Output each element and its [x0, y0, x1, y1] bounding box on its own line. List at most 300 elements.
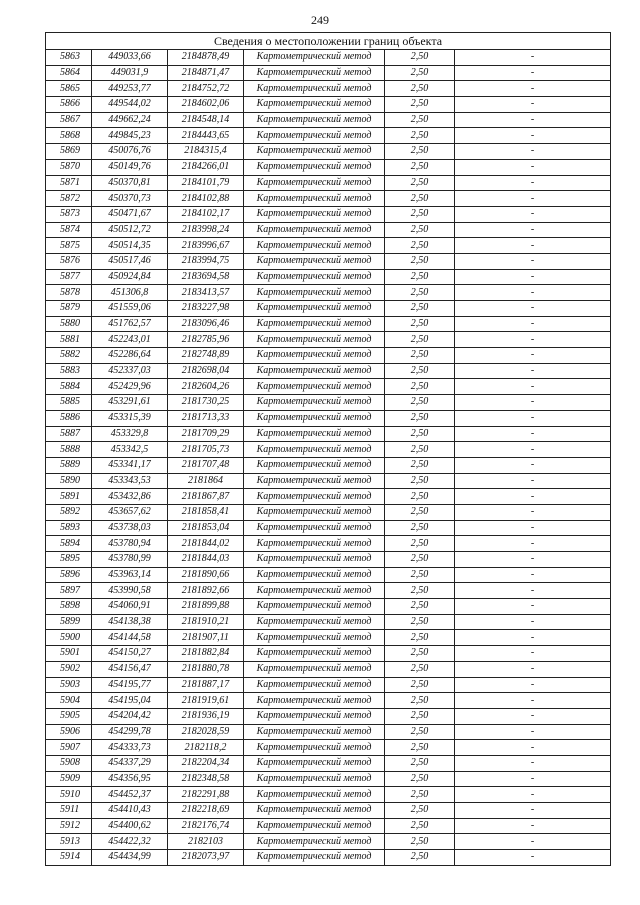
table-row [46, 253, 611, 269]
table-row [46, 442, 611, 458]
precision-cell: 2,50 [385, 395, 455, 411]
table-row [46, 661, 611, 677]
page-number: 249 [311, 13, 329, 27]
description-cell: - [455, 552, 611, 568]
description-cell: - [455, 222, 611, 238]
method-cell: Картометрический метод [244, 206, 385, 222]
description-cell: - [455, 771, 611, 787]
coord-y-cell: 2182103 [168, 834, 244, 850]
coord-x-cell: 450512,72 [92, 222, 168, 238]
coord-x-cell: 453780,99 [92, 552, 168, 568]
point-number-cell: 5900 [46, 630, 92, 646]
description-cell: - [455, 191, 611, 207]
description-cell: - [455, 740, 611, 756]
coord-x-cell: 453315,39 [92, 410, 168, 426]
method-cell: Картометрический метод [244, 395, 385, 411]
point-number-cell: 5903 [46, 677, 92, 693]
method-cell: Картометрический метод [244, 567, 385, 583]
coord-x-cell: 454204,42 [92, 708, 168, 724]
description-cell: - [455, 520, 611, 536]
coord-x-cell: 451762,57 [92, 316, 168, 332]
table-row [46, 206, 611, 222]
coord-y-cell: 2181910,21 [168, 614, 244, 630]
description-cell: - [455, 269, 611, 285]
table-row [46, 175, 611, 191]
precision-cell: 2,50 [385, 426, 455, 442]
precision-cell: 2,50 [385, 567, 455, 583]
precision-cell: 2,50 [385, 457, 455, 473]
coord-y-cell: 2181705,73 [168, 442, 244, 458]
precision-cell: 2,50 [385, 316, 455, 332]
precision-cell: 2,50 [385, 740, 455, 756]
coord-x-cell: 454156,47 [92, 661, 168, 677]
table-row [46, 834, 611, 850]
coord-x-cell: 452337,03 [92, 363, 168, 379]
coord-x-cell: 454422,32 [92, 834, 168, 850]
coord-x-cell: 450924,84 [92, 269, 168, 285]
method-cell: Картометрический метод [244, 693, 385, 709]
point-number-cell: 5892 [46, 504, 92, 520]
coord-y-cell: 2181890,66 [168, 567, 244, 583]
precision-cell: 2,50 [385, 285, 455, 301]
table-row [46, 348, 611, 364]
coord-x-cell: 452286,64 [92, 348, 168, 364]
point-number-cell: 5877 [46, 269, 92, 285]
coord-y-cell: 2183998,24 [168, 222, 244, 238]
coord-y-cell: 2181899,88 [168, 599, 244, 615]
coord-x-cell: 453342,5 [92, 442, 168, 458]
method-cell: Картометрический метод [244, 457, 385, 473]
coord-y-cell: 2182748,89 [168, 348, 244, 364]
point-number-cell: 5874 [46, 222, 92, 238]
coord-x-cell: 450149,76 [92, 159, 168, 175]
precision-cell: 2,50 [385, 301, 455, 317]
method-cell: Картометрический метод [244, 379, 385, 395]
coord-y-cell: 2184315,4 [168, 144, 244, 160]
coord-x-cell: 454434,99 [92, 850, 168, 866]
method-cell: Картометрический метод [244, 253, 385, 269]
point-number-cell: 5904 [46, 693, 92, 709]
method-cell: Картометрический метод [244, 159, 385, 175]
coord-y-cell: 2181844,03 [168, 552, 244, 568]
description-cell: - [455, 630, 611, 646]
table-row [46, 395, 611, 411]
description-cell: - [455, 708, 611, 724]
table-row [46, 238, 611, 254]
point-number-cell: 5914 [46, 850, 92, 866]
point-number-cell: 5875 [46, 238, 92, 254]
table-row [46, 850, 611, 866]
precision-cell: 2,50 [385, 803, 455, 819]
coord-x-cell: 454150,27 [92, 646, 168, 662]
precision-cell: 2,50 [385, 144, 455, 160]
precision-cell: 2,50 [385, 379, 455, 395]
table-row [46, 708, 611, 724]
table-row [46, 144, 611, 160]
point-number-cell: 5881 [46, 332, 92, 348]
point-number-cell: 5873 [46, 206, 92, 222]
table-row [46, 191, 611, 207]
method-cell: Картометрический метод [244, 677, 385, 693]
method-cell: Картометрический метод [244, 834, 385, 850]
table-row [46, 473, 611, 489]
coord-x-cell: 454299,78 [92, 724, 168, 740]
coord-y-cell: 2181907,11 [168, 630, 244, 646]
precision-cell: 2,50 [385, 473, 455, 489]
coord-y-cell: 2181707,48 [168, 457, 244, 473]
description-cell: - [455, 65, 611, 81]
table-row [46, 740, 611, 756]
table-row [46, 112, 611, 128]
coord-x-cell: 452429,96 [92, 379, 168, 395]
point-number-cell: 5890 [46, 473, 92, 489]
point-number-cell: 5880 [46, 316, 92, 332]
table-row [46, 677, 611, 693]
method-cell: Картометрический метод [244, 97, 385, 113]
method-cell: Картометрический метод [244, 724, 385, 740]
description-cell: - [455, 489, 611, 505]
point-number-cell: 5870 [46, 159, 92, 175]
table-row [46, 520, 611, 536]
method-cell: Картометрический метод [244, 552, 385, 568]
precision-cell: 2,50 [385, 50, 455, 66]
description-cell: - [455, 599, 611, 615]
precision-cell: 2,50 [385, 504, 455, 520]
method-cell: Картометрический метод [244, 583, 385, 599]
description-cell: - [455, 253, 611, 269]
method-cell: Картометрический метод [244, 65, 385, 81]
point-number-cell: 5913 [46, 834, 92, 850]
method-cell: Картометрический метод [244, 426, 385, 442]
coord-x-cell: 449544,02 [92, 97, 168, 113]
point-number-cell: 5896 [46, 567, 92, 583]
precision-cell: 2,50 [385, 818, 455, 834]
precision-cell: 2,50 [385, 238, 455, 254]
method-cell: Картометрический метод [244, 630, 385, 646]
method-cell: Картометрический метод [244, 504, 385, 520]
table-row [46, 97, 611, 113]
precision-cell: 2,50 [385, 661, 455, 677]
coord-x-cell: 454138,38 [92, 614, 168, 630]
method-cell: Картометрический метод [244, 708, 385, 724]
method-cell: Картометрический метод [244, 112, 385, 128]
coord-x-cell: 454356,95 [92, 771, 168, 787]
point-number-cell: 5866 [46, 97, 92, 113]
precision-cell: 2,50 [385, 787, 455, 803]
precision-cell: 2,50 [385, 850, 455, 866]
precision-cell: 2,50 [385, 442, 455, 458]
table-row [46, 818, 611, 834]
point-number-cell: 5891 [46, 489, 92, 505]
point-number-cell: 5867 [46, 112, 92, 128]
coord-y-cell: 2182073,97 [168, 850, 244, 866]
point-number-cell: 5898 [46, 599, 92, 615]
coord-x-cell: 452243,01 [92, 332, 168, 348]
precision-cell: 2,50 [385, 65, 455, 81]
description-cell: - [455, 81, 611, 97]
description-cell: - [455, 238, 611, 254]
method-cell: Картометрический метод [244, 489, 385, 505]
precision-cell: 2,50 [385, 363, 455, 379]
method-cell: Картометрический метод [244, 850, 385, 866]
description-cell: - [455, 850, 611, 866]
coord-y-cell: 2182176,74 [168, 818, 244, 834]
precision-cell: 2,50 [385, 332, 455, 348]
method-cell: Картометрический метод [244, 536, 385, 552]
table-row [46, 285, 611, 301]
table-row [46, 222, 611, 238]
precision-cell: 2,50 [385, 128, 455, 144]
coord-x-cell: 453341,17 [92, 457, 168, 473]
coord-y-cell: 2181867,87 [168, 489, 244, 505]
coord-y-cell: 2184602,06 [168, 97, 244, 113]
coord-y-cell: 2182604,26 [168, 379, 244, 395]
method-cell: Картометрический метод [244, 348, 385, 364]
precision-cell: 2,50 [385, 583, 455, 599]
table-row [46, 128, 611, 144]
coord-x-cell: 450514,35 [92, 238, 168, 254]
method-cell: Картометрический метод [244, 661, 385, 677]
point-number-cell: 5887 [46, 426, 92, 442]
coord-y-cell: 2184266,01 [168, 159, 244, 175]
point-number-cell: 5876 [46, 253, 92, 269]
table-row [46, 363, 611, 379]
method-cell: Картометрический метод [244, 646, 385, 662]
coord-y-cell: 2181882,84 [168, 646, 244, 662]
coord-x-cell: 449845,23 [92, 128, 168, 144]
table-row [46, 410, 611, 426]
precision-cell: 2,50 [385, 191, 455, 207]
description-cell: - [455, 395, 611, 411]
table-row [46, 457, 611, 473]
description-cell: - [455, 128, 611, 144]
description-cell: - [455, 410, 611, 426]
description-cell: - [455, 536, 611, 552]
table-row [46, 630, 611, 646]
point-number-cell: 5905 [46, 708, 92, 724]
description-cell: - [455, 567, 611, 583]
method-cell: Картометрический метод [244, 818, 385, 834]
table-row [46, 536, 611, 552]
coord-x-cell: 453291,61 [92, 395, 168, 411]
description-cell: - [455, 803, 611, 819]
coord-x-cell: 454195,77 [92, 677, 168, 693]
description-cell: - [455, 442, 611, 458]
point-number-cell: 5886 [46, 410, 92, 426]
precision-cell: 2,50 [385, 771, 455, 787]
table-row [46, 803, 611, 819]
point-number-cell: 5901 [46, 646, 92, 662]
table-row [46, 81, 611, 97]
precision-cell: 2,50 [385, 520, 455, 536]
coord-x-cell: 454410,43 [92, 803, 168, 819]
precision-cell: 2,50 [385, 536, 455, 552]
precision-cell: 2,50 [385, 834, 455, 850]
point-number-cell: 5888 [46, 442, 92, 458]
point-number-cell: 5899 [46, 614, 92, 630]
precision-cell: 2,50 [385, 159, 455, 175]
coord-x-cell: 450370,81 [92, 175, 168, 191]
table-row [46, 301, 611, 317]
coord-x-cell: 449033,66 [92, 50, 168, 66]
coord-x-cell: 453329,8 [92, 426, 168, 442]
table-row [46, 583, 611, 599]
method-cell: Картометрический метод [244, 222, 385, 238]
description-cell: - [455, 97, 611, 113]
point-number-cell: 5882 [46, 348, 92, 364]
coord-x-cell: 453343,53 [92, 473, 168, 489]
precision-cell: 2,50 [385, 253, 455, 269]
precision-cell: 2,50 [385, 410, 455, 426]
coord-y-cell: 2183227,98 [168, 301, 244, 317]
coord-y-cell: 2184548,14 [168, 112, 244, 128]
coord-x-cell: 453963,14 [92, 567, 168, 583]
description-cell: - [455, 332, 611, 348]
point-number-cell: 5868 [46, 128, 92, 144]
table-row [46, 567, 611, 583]
point-number-cell: 5910 [46, 787, 92, 803]
description-cell: - [455, 677, 611, 693]
coord-x-cell: 449031,9 [92, 65, 168, 81]
coord-y-cell: 2181919,61 [168, 693, 244, 709]
coord-y-cell: 2182348,58 [168, 771, 244, 787]
coord-x-cell: 453432,86 [92, 489, 168, 505]
table-row [46, 504, 611, 520]
method-cell: Картометрический метод [244, 81, 385, 97]
table-row [46, 159, 611, 175]
description-cell: - [455, 818, 611, 834]
coord-y-cell: 2184102,88 [168, 191, 244, 207]
coord-y-cell: 2184101,79 [168, 175, 244, 191]
point-number-cell: 5911 [46, 803, 92, 819]
method-cell: Картометрический метод [244, 332, 385, 348]
coord-x-cell: 450076,76 [92, 144, 168, 160]
point-number-cell: 5909 [46, 771, 92, 787]
method-cell: Картометрический метод [244, 740, 385, 756]
coord-x-cell: 454337,29 [92, 755, 168, 771]
coord-x-cell: 454400,62 [92, 818, 168, 834]
method-cell: Картометрический метод [244, 803, 385, 819]
coord-y-cell: 2183996,67 [168, 238, 244, 254]
point-number-cell: 5912 [46, 818, 92, 834]
method-cell: Картометрический метод [244, 755, 385, 771]
coord-x-cell: 453780,94 [92, 536, 168, 552]
table-row [46, 269, 611, 285]
coord-x-cell: 453990,58 [92, 583, 168, 599]
point-number-cell: 5902 [46, 661, 92, 677]
table-row [46, 693, 611, 709]
coord-y-cell: 2181853,04 [168, 520, 244, 536]
point-number-cell: 5869 [46, 144, 92, 160]
point-number-cell: 5878 [46, 285, 92, 301]
method-cell: Картометрический метод [244, 316, 385, 332]
precision-cell: 2,50 [385, 552, 455, 568]
coord-y-cell: 2181936,19 [168, 708, 244, 724]
precision-cell: 2,50 [385, 724, 455, 740]
table-row [46, 646, 611, 662]
table-row [46, 489, 611, 505]
coord-y-cell: 2183694,58 [168, 269, 244, 285]
coord-x-cell: 453657,62 [92, 504, 168, 520]
coord-x-cell: 454144,58 [92, 630, 168, 646]
coord-x-cell: 449253,77 [92, 81, 168, 97]
coord-y-cell: 2183096,46 [168, 316, 244, 332]
coord-y-cell: 2181864 [168, 473, 244, 489]
point-number-cell: 5893 [46, 520, 92, 536]
point-number-cell: 5865 [46, 81, 92, 97]
coord-y-cell: 2182698,04 [168, 363, 244, 379]
point-number-cell: 5907 [46, 740, 92, 756]
coord-y-cell: 2184878,49 [168, 50, 244, 66]
precision-cell: 2,50 [385, 206, 455, 222]
coord-x-cell: 451559,06 [92, 301, 168, 317]
table-row [46, 599, 611, 615]
point-number-cell: 5885 [46, 395, 92, 411]
coord-y-cell: 2184102,17 [168, 206, 244, 222]
coord-y-cell: 2182118,2 [168, 740, 244, 756]
coord-y-cell: 2181880,78 [168, 661, 244, 677]
coord-x-cell: 453738,03 [92, 520, 168, 536]
method-cell: Картометрический метод [244, 175, 385, 191]
description-cell: - [455, 787, 611, 803]
coord-x-cell: 450370,73 [92, 191, 168, 207]
coord-x-cell: 450471,67 [92, 206, 168, 222]
precision-cell: 2,50 [385, 677, 455, 693]
precision-cell: 2,50 [385, 614, 455, 630]
description-cell: - [455, 144, 611, 160]
method-cell: Картометрический метод [244, 410, 385, 426]
precision-cell: 2,50 [385, 222, 455, 238]
point-number-cell: 5863 [46, 50, 92, 66]
coord-y-cell: 2184871,47 [168, 65, 244, 81]
coord-y-cell: 2184752,72 [168, 81, 244, 97]
table-row [46, 316, 611, 332]
description-cell: - [455, 159, 611, 175]
point-number-cell: 5897 [46, 583, 92, 599]
precision-cell: 2,50 [385, 175, 455, 191]
table-row [46, 426, 611, 442]
description-cell: - [455, 112, 611, 128]
description-cell: - [455, 646, 611, 662]
description-cell: - [455, 285, 611, 301]
description-cell: - [455, 301, 611, 317]
description-cell: - [455, 426, 611, 442]
description-cell: - [455, 473, 611, 489]
precision-cell: 2,50 [385, 348, 455, 364]
precision-cell: 2,50 [385, 112, 455, 128]
coord-x-cell: 454452,37 [92, 787, 168, 803]
boundary-table [45, 32, 611, 866]
coord-x-cell: 454060,91 [92, 599, 168, 615]
point-number-cell: 5895 [46, 552, 92, 568]
precision-cell: 2,50 [385, 693, 455, 709]
description-cell: - [455, 755, 611, 771]
coord-y-cell: 2183994,75 [168, 253, 244, 269]
table-row [46, 379, 611, 395]
description-cell: - [455, 614, 611, 630]
description-cell: - [455, 206, 611, 222]
table-title-row [46, 33, 611, 50]
method-cell: Картометрический метод [244, 363, 385, 379]
coord-y-cell: 2181709,29 [168, 426, 244, 442]
coord-y-cell: 2181730,25 [168, 395, 244, 411]
point-number-cell: 5872 [46, 191, 92, 207]
point-number-cell: 5864 [46, 65, 92, 81]
method-cell: Картометрический метод [244, 50, 385, 66]
coord-x-cell: 450517,46 [92, 253, 168, 269]
table-title: Сведения о местоположении границ объекта [46, 33, 611, 50]
method-cell: Картометрический метод [244, 269, 385, 285]
